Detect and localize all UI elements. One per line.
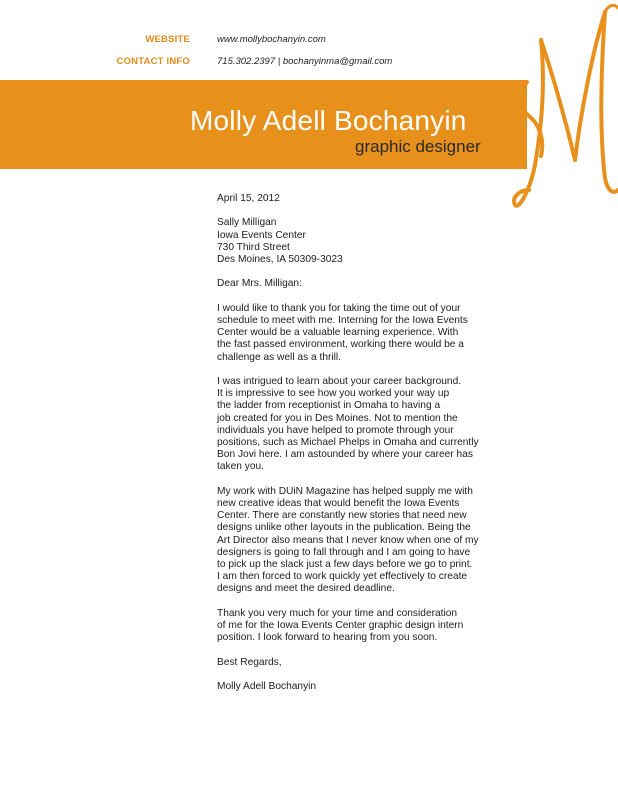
paragraph-line: Thank you very much for your time and consideration	[217, 607, 458, 619]
recipient-line: 730 Third Street	[217, 241, 290, 253]
paragraph-line: positions, such as Michael Phelps in Omaha and currently	[217, 437, 479, 448]
script-m-monogram-icon	[505, 0, 618, 230]
paragraph-line: new creative ideas that would benefit the Iowa Events	[217, 498, 460, 509]
salutation: Dear Mrs. Milligan:	[217, 278, 302, 290]
paragraph-2	[217, 376, 507, 474]
website-value[interactable]: www.mollybochanyin.com	[217, 34, 326, 45]
paragraph-line: the ladder from receptionist in Omaha to having a	[217, 400, 441, 412]
website-label: WEBSITE	[145, 34, 190, 45]
paragraph-line: taken you.	[217, 461, 265, 473]
paragraph-line: I was intrigued to learn about your career background.	[217, 375, 462, 387]
letter-body	[217, 193, 507, 705]
recipient-address	[217, 217, 507, 266]
paragraph-line: designs unlike other layouts in the publication. Being the	[217, 522, 471, 534]
closing: Best Regards,	[217, 656, 282, 668]
signature: Molly Adell Bochanyin	[217, 681, 317, 692]
contact-info-label: CONTACT INFO	[116, 56, 190, 67]
letter-date: April 15, 2012	[217, 193, 280, 204]
recipient-line: Des Moines, IA 50309-3023	[217, 254, 343, 265]
paragraph-line: to pick up the slack just a few days before we go to print.	[217, 559, 473, 571]
paragraph-1	[217, 303, 507, 364]
paragraph-line: the fast passed environment, working there would be a	[217, 339, 464, 351]
paragraph-line: challenge as well as a thrill.	[217, 351, 342, 363]
paragraph-line: designers is going to fall through and I am going to have	[217, 546, 471, 558]
paragraph-line: designs and meet the desired deadline.	[217, 583, 395, 595]
paragraph-line: My work with DUiN Magazine has helped supply me with	[217, 485, 473, 497]
paragraph-line: Center would be a valuable learning experience. With	[217, 327, 459, 339]
paragraph-line: Center. There are constantly new stories that need new	[217, 510, 467, 522]
paragraph-line: Bon Jovi here. I am astounded by where your career has	[217, 449, 473, 461]
paragraph-3	[217, 486, 507, 596]
recipient-line: Iowa Events Center	[217, 229, 306, 241]
recipient-line: Sally Milligan	[217, 217, 277, 229]
paragraph-line: of me for the Iowa Events Center graphic design intern	[217, 620, 464, 632]
paragraph-line: It is impressive to see how you worked your way up	[217, 388, 450, 400]
paragraph-line: I would like to thank you for taking the time out of your	[217, 302, 461, 314]
paragraph-line: individuals you have helped to promote through your	[217, 424, 454, 436]
paragraph-4	[217, 608, 507, 645]
paragraph-line: schedule to meet with me. Interning for the Iowa Events	[217, 314, 468, 326]
paragraph-line: job created for you in Des Moines. Not to mention the	[217, 412, 458, 424]
sender-name: Molly Adell Bochanyin	[190, 105, 467, 136]
sender-role: graphic designer	[355, 137, 481, 156]
paragraph-line: I am then forced to work quickly yet effectively to create	[217, 571, 468, 583]
paragraph-line: Art Director also means that I never know when one of my	[217, 534, 479, 546]
contact-info-value[interactable]: 715.302.2397 | bochanyinma@gmail.com	[217, 56, 393, 67]
paragraph-line: position. I look forward to hearing from you soon.	[217, 632, 438, 644]
